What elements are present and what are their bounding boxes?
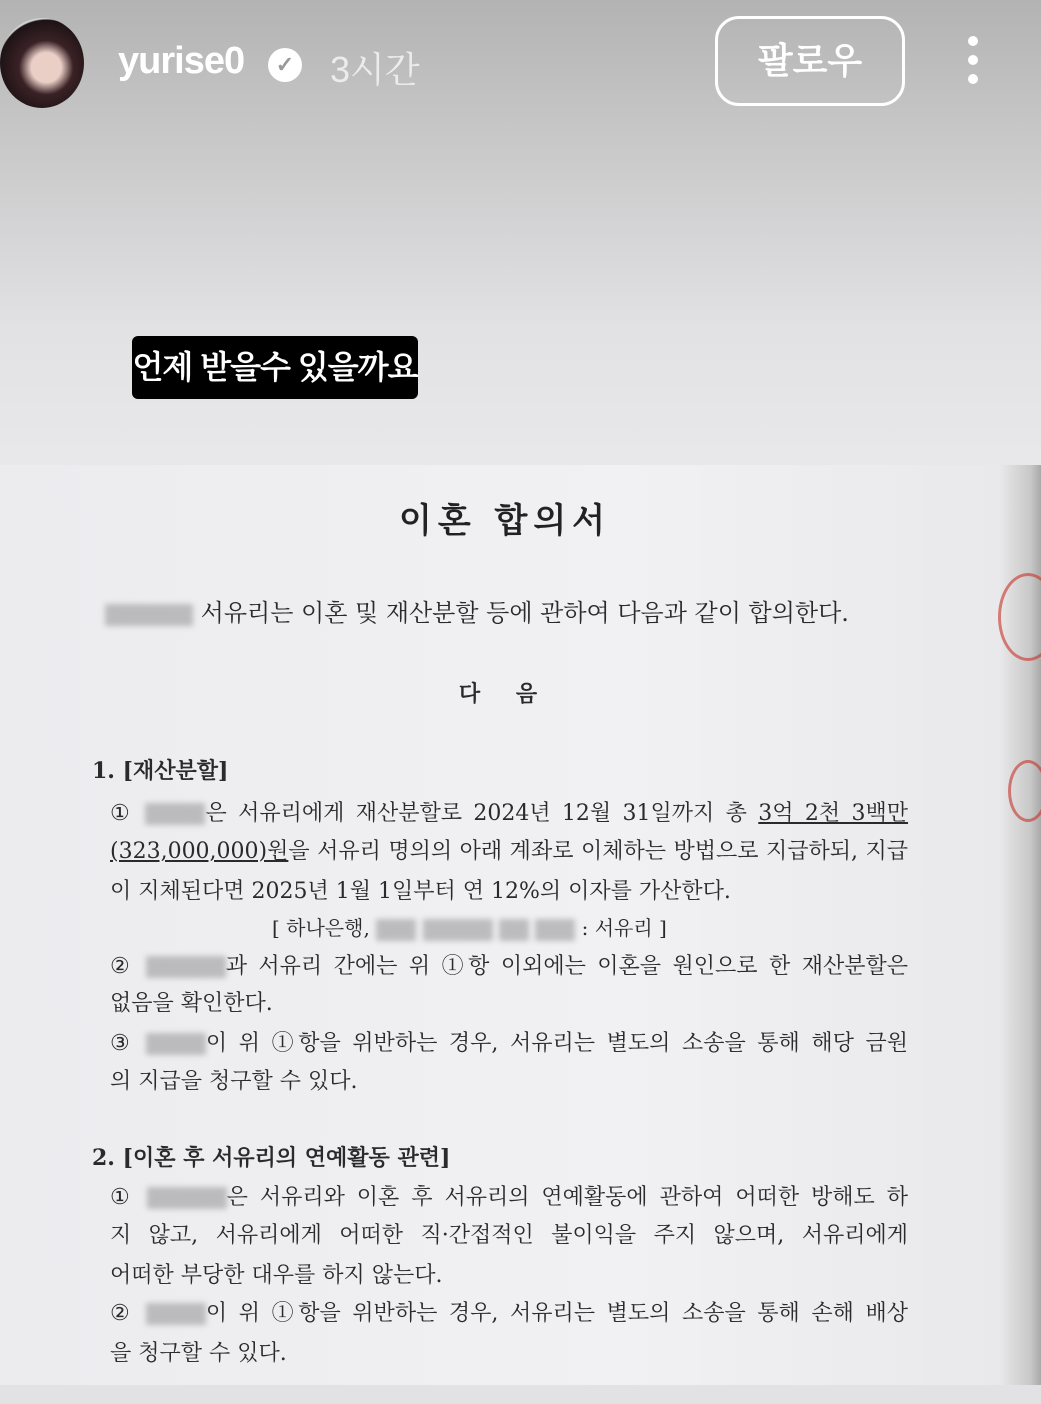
seal-stamp bbox=[998, 573, 1041, 661]
document-title: 이혼 합의서 bbox=[398, 501, 612, 541]
verified-badge-icon: ✓ bbox=[268, 48, 302, 82]
text-sticker: 언제 받을수 있을까요 bbox=[132, 336, 418, 399]
s2-line: ① 은 서유리와 이혼 후 서유리의 연예활동에 관하여 어떠한 방해도 하 bbox=[110, 1185, 909, 1210]
heading: 다 음 bbox=[458, 681, 552, 707]
s1-line: 의 지급을 청구할 수 있다. bbox=[110, 1069, 358, 1094]
post-time: 3시간 bbox=[330, 49, 420, 90]
s1-line: 없음을 확인한다. bbox=[110, 991, 273, 1016]
s1-line: ② 과 서유리 간에는 위 ①항 이외에는 이혼을 원인으로 한 재산분할은 bbox=[110, 954, 908, 979]
section-2-title: 2. [이혼 후 서유리의 연예활동 관련] bbox=[92, 1145, 451, 1171]
s1-line: ③ 이 위 ①항을 위반하는 경우, 서유리는 별도의 소송을 통해 해당 금원 bbox=[110, 1031, 908, 1056]
follow-button[interactable]: 팔로우 bbox=[715, 16, 905, 106]
avatar[interactable] bbox=[0, 18, 84, 108]
s2-line: 을 청구할 수 있다. bbox=[110, 1341, 287, 1366]
intro-line bbox=[105, 593, 849, 628]
section-1-title: 1. [재산분할] bbox=[92, 758, 229, 784]
s2-line: 어떠한 부당한 대우를 하지 않는다. bbox=[110, 1263, 443, 1288]
seal-stamp bbox=[1008, 760, 1041, 822]
document-photo bbox=[0, 465, 1041, 1385]
s2-line: ② 이 위 ①항을 위반하는 경우, 서유리는 별도의 소송을 통해 손해 배상 bbox=[110, 1301, 908, 1326]
intro-text: 서유리는 이혼 및 재산분할 등에 관하여 다음과 같이 합의한다. bbox=[200, 599, 849, 627]
story-header bbox=[0, 0, 1041, 130]
account-line: [ 하나은행, : 서유리 ] bbox=[272, 916, 667, 940]
username[interactable]: yurise0 bbox=[118, 40, 245, 82]
s1-line: 이 지체된다면 2025년 1월 1일부터 연 12%의 이자를 가산한다. bbox=[110, 879, 731, 904]
bottom-edge bbox=[0, 1385, 1041, 1404]
s1-line: ① 은 서유리에게 재산분할로 2024년 12월 31일까지 총 3억 2천 3백만 bbox=[110, 801, 909, 826]
s1-line: (323,000,000)원을 서유리 명의의 아래 계좌로 이체하는 방법으로 지급하되, 지급 bbox=[110, 839, 908, 864]
more-options-icon[interactable] bbox=[955, 36, 991, 90]
s2-line: 지 않고, 서유리에게 어떠한 직·간접적인 불이익을 주지 않으며, 서유리에게 bbox=[110, 1223, 908, 1248]
